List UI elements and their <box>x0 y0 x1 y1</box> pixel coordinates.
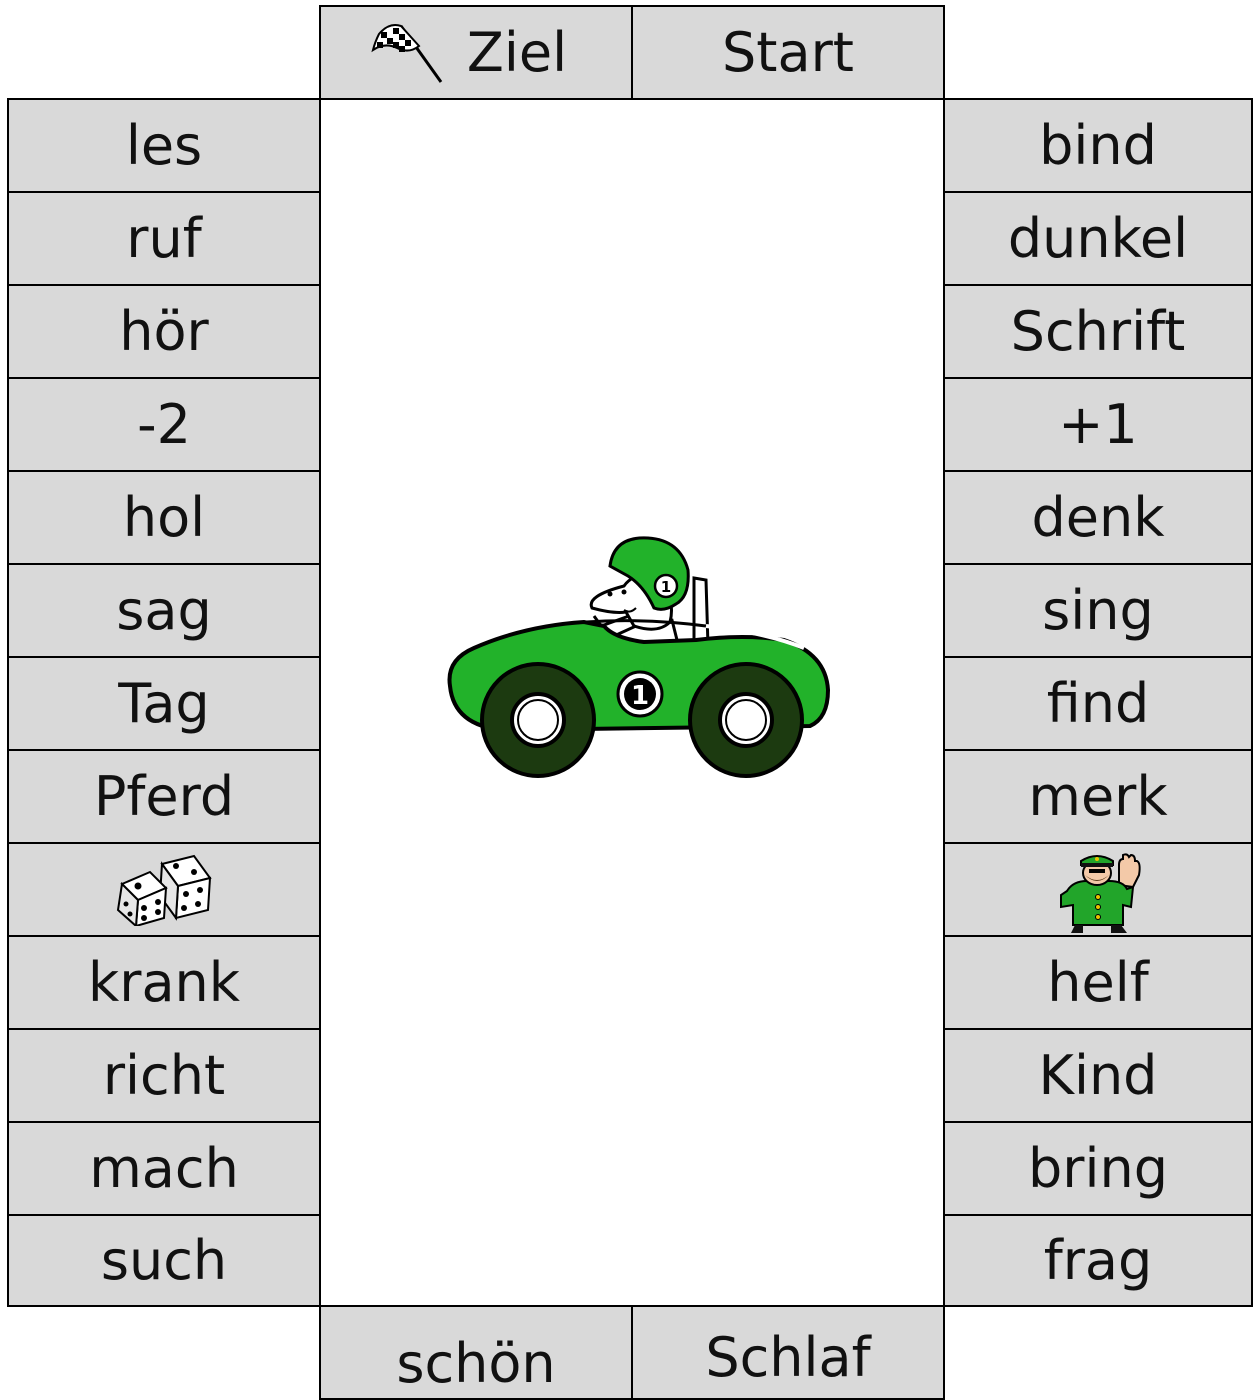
police-officer-icon <box>1053 851 1143 935</box>
field-label: schön <box>396 1332 556 1395</box>
left-field-12[interactable] <box>7 1121 321 1216</box>
field-label: richt <box>102 1043 226 1107</box>
field-label: helf <box>1047 950 1149 1014</box>
helmet-number: 1 <box>660 578 672 596</box>
right-field-4[interactable] <box>943 377 1253 472</box>
field-label: les <box>125 113 203 177</box>
finish-field[interactable] <box>319 5 633 100</box>
left-field-13[interactable] <box>7 1214 321 1307</box>
field-label: Schlaf <box>705 1326 871 1389</box>
car-number: 1 <box>630 681 650 711</box>
bottom-field-right[interactable] <box>631 1305 945 1400</box>
left-field-8[interactable] <box>7 749 321 844</box>
left-field-9[interactable] <box>7 842 321 937</box>
left-field-11[interactable] <box>7 1028 321 1123</box>
field-label: hör <box>119 299 209 363</box>
right-field-3[interactable] <box>943 284 1253 379</box>
right-field-13[interactable] <box>943 1214 1253 1307</box>
field-label: bind <box>1039 113 1157 177</box>
left-field-5[interactable] <box>7 470 321 565</box>
dice-icon <box>114 854 214 926</box>
left-field-4[interactable] <box>7 377 321 472</box>
field-label: denk <box>1031 485 1165 549</box>
right-field-6[interactable] <box>943 563 1253 658</box>
finish-label: Ziel <box>466 20 568 84</box>
right-field-1[interactable] <box>943 98 1253 193</box>
field-label: +1 <box>1058 392 1138 456</box>
field-label: hol <box>122 485 206 549</box>
start-label: Start <box>722 20 854 84</box>
field-label: mach <box>89 1136 239 1200</box>
field-label: Tag <box>118 671 210 735</box>
field-label: frag <box>1043 1228 1153 1292</box>
field-label: merk <box>1028 764 1168 828</box>
field-label: dunkel <box>1007 206 1189 270</box>
right-field-11[interactable] <box>943 1028 1253 1123</box>
right-field-2[interactable] <box>943 191 1253 286</box>
right-field-5[interactable] <box>943 470 1253 565</box>
field-label: Pferd <box>93 764 235 828</box>
field-label: bring <box>1028 1136 1168 1200</box>
field-label: ruf <box>126 206 202 270</box>
field-label: sing <box>1042 578 1154 642</box>
bottom-field-left[interactable] <box>319 1305 633 1400</box>
field-label: Schrift <box>1010 299 1186 363</box>
field-label: find <box>1046 671 1150 735</box>
left-field-7[interactable] <box>7 656 321 751</box>
left-field-6[interactable] <box>7 563 321 658</box>
left-field-2[interactable] <box>7 191 321 286</box>
left-field-3[interactable] <box>7 284 321 379</box>
checkered-flag-icon <box>371 20 447 86</box>
right-field-9[interactable] <box>943 842 1253 937</box>
left-field-10[interactable] <box>7 935 321 1030</box>
field-label: such <box>100 1228 228 1292</box>
field-label: krank <box>87 950 241 1014</box>
field-label: sag <box>116 578 212 642</box>
race-car-icon <box>444 530 834 786</box>
right-field-7[interactable] <box>943 656 1253 751</box>
field-label: Kind <box>1038 1043 1158 1107</box>
field-label: -2 <box>137 392 191 456</box>
start-field[interactable] <box>631 5 945 100</box>
right-field-12[interactable] <box>943 1121 1253 1216</box>
right-field-8[interactable] <box>943 749 1253 844</box>
left-field-1[interactable] <box>7 98 321 193</box>
right-field-10[interactable] <box>943 935 1253 1030</box>
